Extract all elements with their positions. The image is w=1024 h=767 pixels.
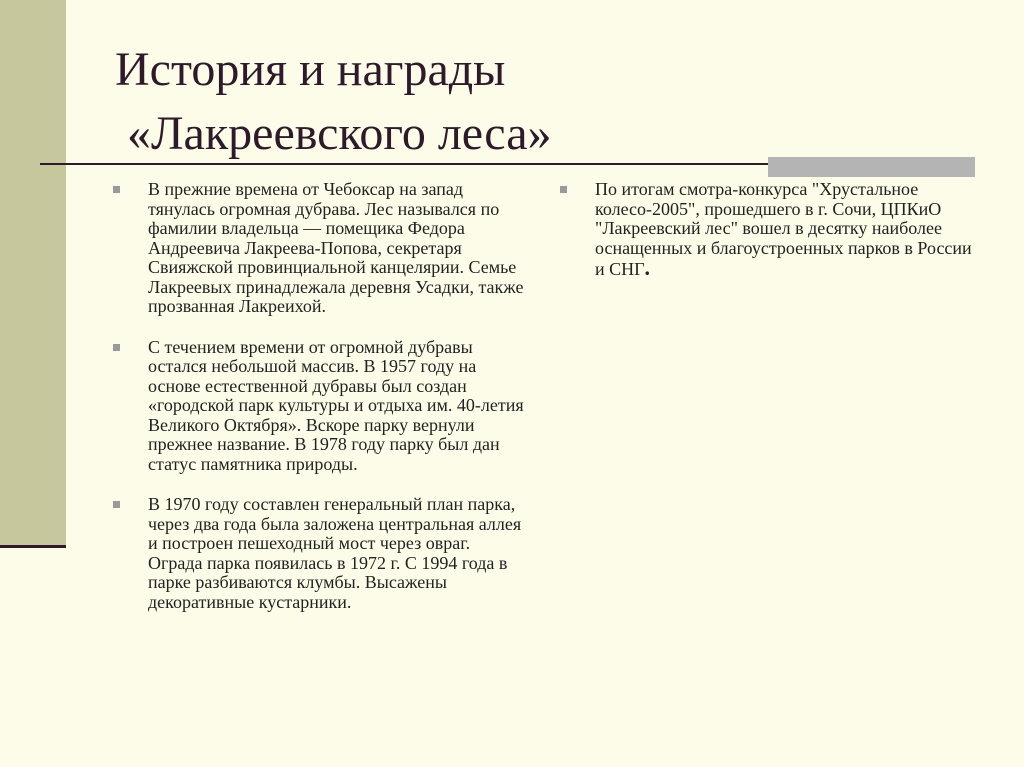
title-accent-bar [768, 157, 975, 177]
bullet-item [108, 495, 528, 612]
bullet-text: С течением времени от огромной дубравы остался небольшой массив. В 1957 году на основе естественной дубравы был создан «городской парк культуры и отдыха им. 40-летия Великого Октября». Вскоре парку вернули прежнее название. В 1978 году парку был дан статус памятника природы. [148, 336, 524, 474]
square-bullet-icon [113, 186, 120, 193]
bullet-text-body: По итогам смотра-конкурса "Хрустальное колесо-2005", прошедшего в г. Сочи, ЦПКиО "Лакреевский лес" вошел в десятку наиболее оснащенных и благоустроенных парков в России и СНГ [595, 179, 972, 279]
square-bullet-icon [113, 344, 120, 351]
slide-title: История и награды «Лакреевского леса» [115, 43, 552, 160]
bullet-item [108, 338, 528, 475]
bullet-text [595, 180, 975, 280]
side-decor-band [0, 0, 66, 546]
bullet-text: В прежние времена от Чебоксар на запад тянулась огромная дубрава. Лес назывался по фамилии владельца — помещика Федора Андреевича Лакреева-Попова, секретаря Свияжской провинциальной канцелярии. Семье Лакреевых принадлежала деревня Усадки, также прозванная Лакреихой. [148, 179, 524, 316]
bullet-item [555, 180, 975, 280]
side-decor-rule [0, 545, 66, 548]
square-bullet-icon [560, 186, 567, 193]
bullet-text: В 1970 году составлен генеральный план парка, через два года была заложена центральная аллея и построен пешеходный мост через овраг. Ограда парка появилась в 1972 г. С 1994 года в парке разбиваются клумбы. Высажены декоративные кустарники. [148, 494, 522, 612]
bullet-end-mark: . [644, 255, 651, 280]
bullet-item [108, 180, 528, 317]
square-bullet-icon [113, 501, 120, 508]
right-text-column [555, 180, 975, 301]
left-text-column [108, 180, 528, 633]
